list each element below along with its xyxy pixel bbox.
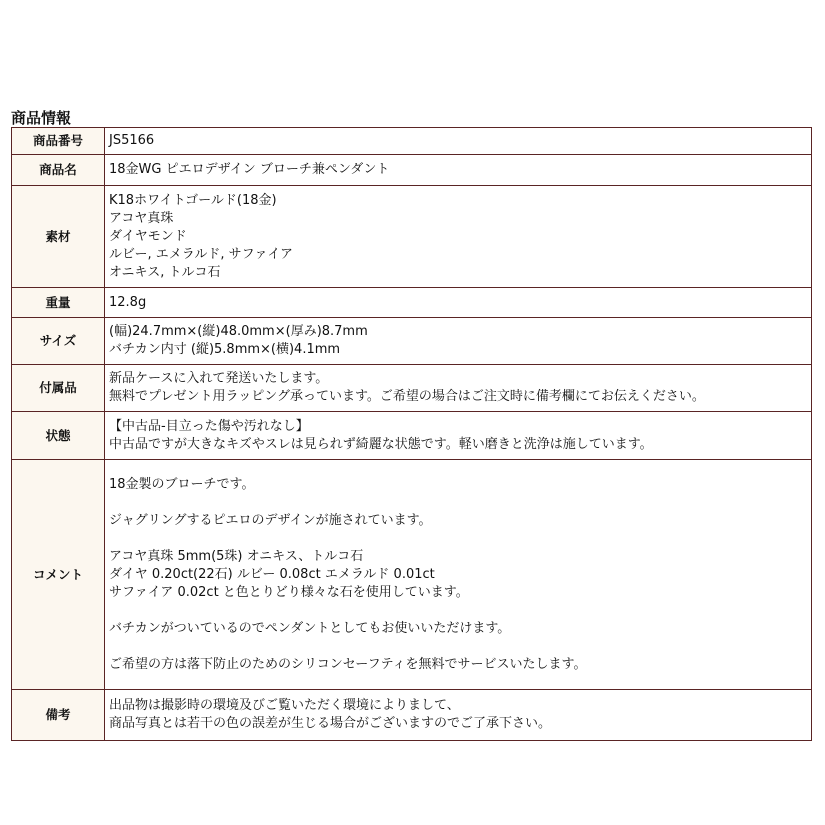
row-label: 商品番号 [12, 128, 105, 155]
table-row [12, 128, 812, 155]
row-value [105, 365, 812, 412]
value-line: ダイヤモンド [109, 228, 187, 244]
row-value [105, 690, 812, 741]
row-label: 商品名 [12, 155, 105, 186]
row-label: 付属品 [12, 365, 105, 412]
value-line: ジャグリングするピエロのデザインが施されています。 [109, 512, 432, 528]
row-label: サイズ [12, 318, 105, 365]
table-row [12, 460, 812, 690]
value-line: 18金WG ピエロデザイン ブローチ兼ペンダント [109, 162, 390, 177]
value-line [109, 602, 811, 620]
value-line [109, 530, 811, 548]
product-info-table [11, 127, 812, 741]
table-row [12, 690, 812, 741]
value-line: バチカンがついているのでペンダントとしてもお使いいただけます。 [109, 620, 511, 636]
value-line: 【中古品-目立った傷や汚れなし】 [109, 418, 309, 434]
value-line [109, 494, 811, 512]
value-line: 12.8g [109, 294, 147, 310]
row-value [105, 155, 812, 186]
value-line: アコヤ真珠 [109, 210, 174, 226]
value-line: アコヤ真珠 5mm(5珠) オニキス、トルコ石 [109, 548, 364, 564]
value-line: サファイア 0.02ct と色とりどり様々な石を使用しています。 [109, 584, 469, 600]
value-line: 無料でプレゼント用ラッピング承っています。ご希望の場合はご注文時に備考欄にてお伝えください。 [109, 389, 705, 404]
value-line: ダイヤ 0.20ct(22石) ルビー 0.08ct エメラルド 0.01ct [109, 566, 435, 582]
row-label: 素材 [12, 186, 105, 288]
row-value [105, 128, 812, 155]
table-row [12, 155, 812, 186]
table-row [12, 412, 812, 460]
table-row [12, 288, 812, 318]
row-value [105, 460, 812, 690]
value-line: ご希望の方は落下防止のためのシリコンセーフティを無料でサービスいたします。 [109, 656, 587, 672]
value-line: 出品物は撮影時の環境及びご覧いただく環境によりまして、 [109, 698, 460, 713]
row-value [105, 318, 812, 365]
table-row [12, 365, 812, 412]
value-line: バチカン内寸 (縦)5.8mm×(横)4.1mm [109, 342, 341, 357]
row-label: コメント [12, 460, 105, 690]
value-line: K18ホワイトゴールド(18金) [109, 192, 277, 208]
value-line [109, 638, 811, 656]
value-line: 18金製のブローチです。 [109, 476, 255, 492]
value-line: (幅)24.7mm×(縦)48.0mm×(厚み)8.7mm [109, 324, 368, 339]
value-line: オニキス, トルコ石 [109, 264, 221, 280]
row-value [105, 186, 812, 288]
row-label: 状態 [12, 412, 105, 460]
value-line: ルビー, エメラルド, サファイア [109, 246, 293, 262]
value-line: JS5166 [109, 133, 155, 148]
row-label: 重量 [12, 288, 105, 318]
row-label: 備考 [12, 690, 105, 741]
table-row [12, 186, 812, 288]
section-title: 商品情報 [11, 109, 72, 127]
row-value [105, 412, 812, 460]
row-value [105, 288, 812, 318]
value-line: 商品写真とは若干の色の誤差が生じる場合がございますのでご了承下さい。 [109, 716, 552, 731]
value-line: 新品ケースに入れて発送いたします。 [109, 371, 329, 386]
value-line: 中古品ですが大きなキズやスレは見られず綺麗な状態です。軽い磨きと洗浄は施しています。 [109, 436, 653, 452]
table-row [12, 318, 812, 365]
